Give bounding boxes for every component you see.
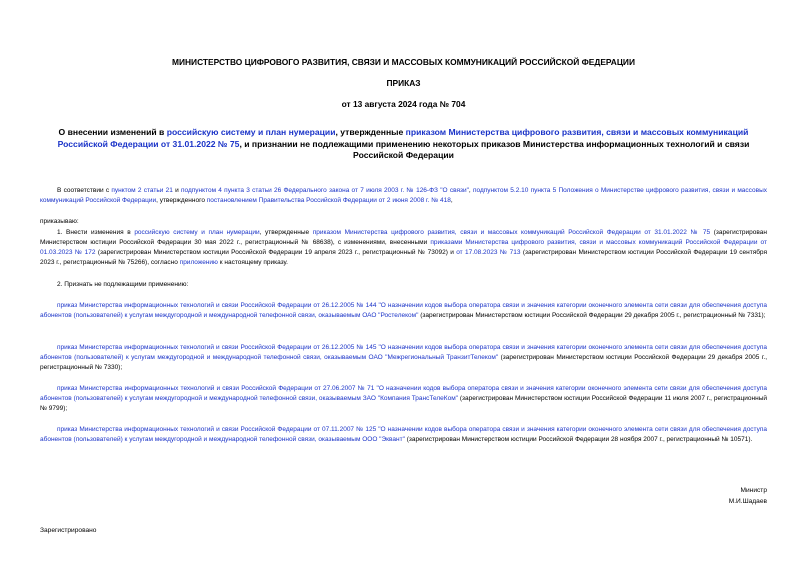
item1-link-order-713[interactable]: от 17.08.2023 № 713 [456, 249, 521, 256]
preamble-paragraph [40, 186, 767, 206]
item1-text: (зарегистрирован Министерством юстиции Российской Федерации 30 мая 2022 г., регистрационный № 68638), с изменениями, внесенными [40, 229, 767, 246]
item1-text: , утвержденные [259, 229, 313, 236]
item-2-intro: 2. Признать не подлежащими применению: [57, 281, 189, 288]
item1-text: (зарегистрирован Министерством юстиции Российской Федерации 19 сентября 2023 г., регистрационный № 75266), согласно [40, 249, 767, 266]
preamble-text: , утвержденного [156, 197, 207, 204]
order-registration: (зарегистрирован Министерством юстиции Российской Федерации 11 июля 2007 г., регистрационный № 9799); [40, 395, 767, 412]
signature-block [729, 486, 767, 507]
list-item-order-125 [40, 425, 767, 445]
item1-text: (зарегистрирован Министерством юстиции Российской Федерации 19 апреля 2023 г., регистрационный № 73092) и [95, 249, 457, 256]
list-item-order-71 [40, 384, 767, 414]
order-link[interactable]: приказ Министерства информационных технологий и связи Российской Федерации от 07.11.2007 № 125 "О назначении кодов выбора оператора связи и значения категории оконечного элемента сети связи для обеспечения доступа абонентов (пользователей) к услугам междугородной и международной телефонной связи, оказываемым ООО "Эквант" [40, 426, 767, 443]
document-type: ПРИКАЗ [386, 78, 421, 88]
preamble-link-article-26[interactable]: подпунктом 4 пункта 3 статьи 26 Федерального закона от 7 июля 2003 г. № 126-ФЗ "О связи" [181, 187, 469, 194]
list-item-order-144 [40, 301, 767, 321]
item1-text: к настоящему приказу. [217, 259, 288, 266]
preamble-link-article-21[interactable]: пунктом 2 статьи 21 [111, 187, 173, 194]
preamble-text: В соответствии с [57, 187, 112, 194]
registered-label: Зарегистрировано [40, 527, 97, 534]
order-word: приказываю: [40, 218, 79, 225]
list-item-order-145 [40, 343, 767, 373]
preamble-text: и [172, 187, 181, 194]
title-text: О внесении изменений в [58, 127, 167, 137]
order-registration: (зарегистрирован Министерством юстиции Российской Федерации 29 декабря 2005 г., регистрационный № 7330); [40, 354, 768, 371]
signature-position: Министр [740, 487, 767, 494]
document-date-number: от 13 августа 2024 года № 704 [341, 99, 466, 109]
preamble-link-regulation[interactable]: подпунктом 5.2.10 пункта 5 Положения о Министерстве цифрового развития, связи и массовых коммуникаций Российской Федерации [40, 187, 767, 204]
item1-link-order-172[interactable]: приказами Министерства цифрового развития, связи и массовых коммуникаций Российской Федерации от 01.03.2023 № 172 [40, 239, 767, 256]
order-link[interactable]: приказ Министерства информационных технологий и связи Российской Федерации от 26.12.2005 № 144 "О назначении кодов выбора оператора связи и значения категории оконечного элемента сети связи для обеспечения доступа абонентов (пользователей) к услугам междугородной и международной телефонной связи, оказываемым ОАО "Ростелеком" [40, 302, 767, 319]
title-link-order-75[interactable]: приказом Министерства цифрового развития, связи и массовых коммуникаций Российской Федерации от 31.01.2022 № 75 [57, 127, 749, 149]
order-link[interactable]: приказ Министерства информационных технологий и связи Российской Федерации от 26.12.2005 № 145 "О назначении кодов выбора оператора связи и значения категории оконечного элемента сети связи для обеспечения доступа абонентов (пользователей) к услугам междугородной и международной телефонной связи, оказываемым ОАО "Межрегиональный ТранзитТелеком" [40, 344, 767, 361]
order-link[interactable]: приказ Министерства информационных технологий и связи Российской Федерации от 27.06.2007 № 71 "О назначении кодов выбора оператора связи и значения категории оконечного элемента сети связи для обеспечения доступа абонентов (пользователей) к услугам междугородной и международной телефонной связи, оказываемым ЗАО "Компания ТрансТелеКом" [40, 385, 767, 402]
item-1-paragraph [40, 228, 767, 268]
title-text: , и признании не подлежащими применению некоторых приказов Министерства информационных технологий и связи Российской Федерации [239, 138, 750, 160]
preamble-link-resolution-418[interactable]: постановлением Правительства Российской Федерации от 2 июня 2008 г. № 418 [206, 197, 451, 204]
ministry-header: МИНИСТЕРСТВО ЦИФРОВОГО РАЗВИТИЯ, СВЯЗИ И МАССОВЫХ КОММУНИКАЦИЙ РОССИЙСКОЙ ФЕДЕРАЦИИ [172, 57, 635, 67]
item1-text: 1. Внести изменения в [57, 229, 135, 236]
title-text: , утвержденные [335, 127, 406, 137]
signature-name: М.И.Шадаев [728, 497, 767, 505]
preamble-text: , [468, 187, 473, 194]
title-link-numbering-plan[interactable]: российскую систему и план нумерации [166, 127, 336, 137]
preamble-text: , [450, 197, 453, 204]
item1-link-numbering-plan[interactable]: российскую систему и план нумерации [134, 229, 260, 236]
item1-link-appendix[interactable]: приложению [179, 259, 218, 266]
order-registration: (зарегистрирован Министерством юстиции Российской Федерации 29 декабря 2005 г., регистрационный № 7331); [418, 312, 766, 319]
document-title [40, 127, 767, 162]
order-registration: (зарегистрирован Министерством юстиции Российской Федерации 28 ноября 2007 г., регистрационный № 10571). [404, 436, 753, 443]
item1-link-order-75[interactable]: приказом Министерства цифрового развития, связи и массовых коммуникаций Российской Федерации от 31.01.2022 № 75 [312, 229, 711, 236]
